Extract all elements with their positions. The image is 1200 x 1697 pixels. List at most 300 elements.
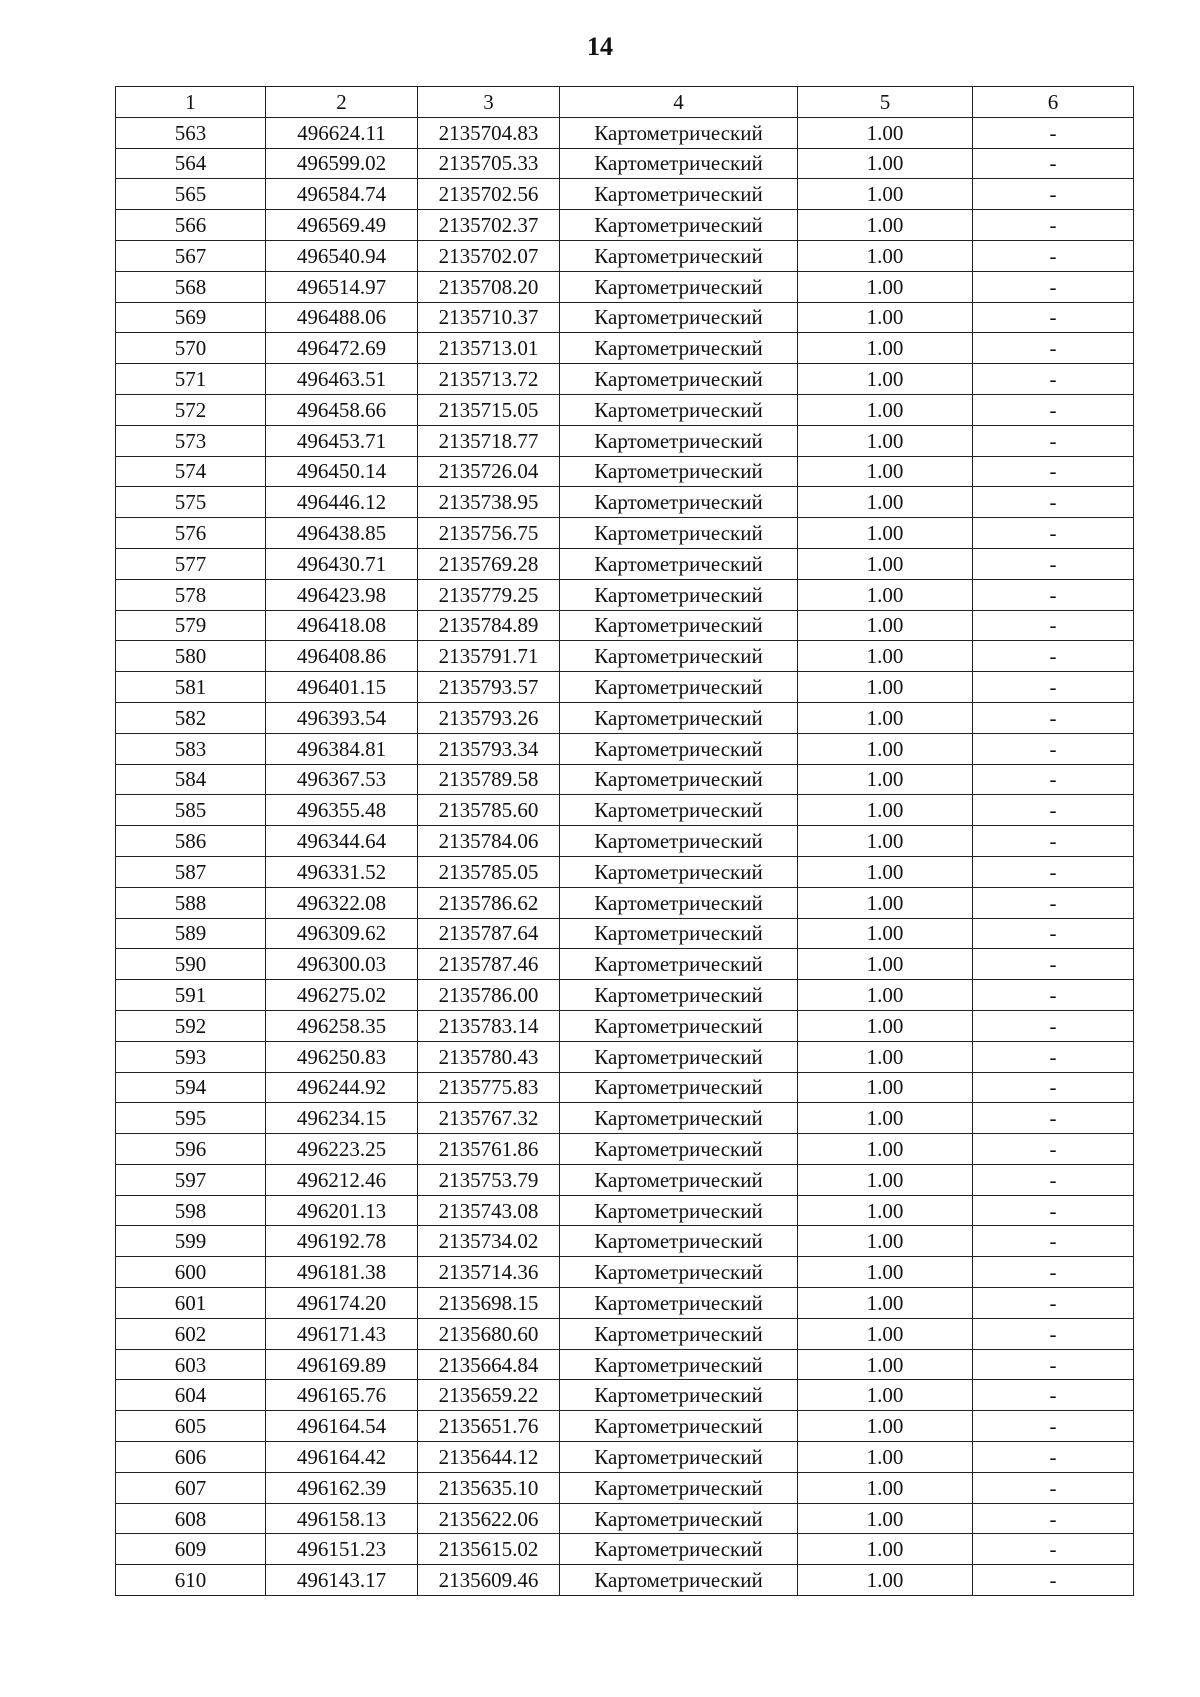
x-coordinate-cell: 496309.62 — [266, 918, 418, 949]
table-row — [116, 333, 1134, 364]
method-cell: Картометрический — [560, 302, 798, 333]
table-row — [116, 1010, 1134, 1041]
method-cell: Картометрический — [560, 1565, 798, 1596]
description-cell: - — [973, 179, 1134, 210]
description-cell: - — [973, 795, 1134, 826]
x-coordinate-cell: 496423.98 — [266, 579, 418, 610]
y-coordinate-cell: 2135702.07 — [418, 240, 560, 271]
description-cell: - — [973, 918, 1134, 949]
description-cell: - — [973, 548, 1134, 579]
method-cell: Картометрический — [560, 179, 798, 210]
table-row — [116, 1565, 1134, 1596]
point-number-cell: 598 — [116, 1195, 266, 1226]
description-cell: - — [973, 1041, 1134, 1072]
accuracy-cell: 1.00 — [798, 487, 973, 518]
y-coordinate-cell: 2135786.00 — [418, 980, 560, 1011]
point-number-cell: 602 — [116, 1318, 266, 1349]
description-cell: - — [973, 887, 1134, 918]
point-number-cell: 594 — [116, 1072, 266, 1103]
method-cell: Картометрический — [560, 1503, 798, 1534]
table-row — [116, 1164, 1134, 1195]
table-row — [116, 887, 1134, 918]
x-coordinate-cell: 496458.66 — [266, 394, 418, 425]
method-cell: Картометрический — [560, 1072, 798, 1103]
x-coordinate-cell: 496192.78 — [266, 1226, 418, 1257]
point-number-cell: 590 — [116, 949, 266, 980]
point-number-cell: 597 — [116, 1164, 266, 1195]
table-row — [116, 394, 1134, 425]
method-cell: Картометрический — [560, 856, 798, 887]
method-cell: Картометрический — [560, 364, 798, 395]
y-coordinate-cell: 2135702.56 — [418, 179, 560, 210]
method-cell: Картометрический — [560, 271, 798, 302]
point-number-cell: 584 — [116, 764, 266, 795]
column-header-5: 5 — [798, 87, 973, 118]
point-number-cell: 592 — [116, 1010, 266, 1041]
description-cell: - — [973, 1288, 1134, 1319]
table-row — [116, 1411, 1134, 1442]
y-coordinate-cell: 2135705.33 — [418, 148, 560, 179]
method-cell: Картометрический — [560, 1442, 798, 1473]
method-cell: Картометрический — [560, 1318, 798, 1349]
y-coordinate-cell: 2135708.20 — [418, 271, 560, 302]
method-cell: Картометрический — [560, 1288, 798, 1319]
description-cell: - — [973, 1380, 1134, 1411]
accuracy-cell: 1.00 — [798, 887, 973, 918]
method-cell: Картометрический — [560, 1103, 798, 1134]
method-cell: Картометрический — [560, 210, 798, 241]
method-cell: Картометрический — [560, 1380, 798, 1411]
accuracy-cell: 1.00 — [798, 1195, 973, 1226]
accuracy-cell: 1.00 — [798, 1103, 973, 1134]
method-cell: Картометрический — [560, 425, 798, 456]
table-row — [116, 548, 1134, 579]
point-number-cell: 603 — [116, 1349, 266, 1380]
accuracy-cell: 1.00 — [798, 1134, 973, 1165]
accuracy-cell: 1.00 — [798, 702, 973, 733]
accuracy-cell: 1.00 — [798, 518, 973, 549]
method-cell: Картометрический — [560, 641, 798, 672]
table-row — [116, 733, 1134, 764]
point-number-cell: 609 — [116, 1534, 266, 1565]
y-coordinate-cell: 2135714.36 — [418, 1257, 560, 1288]
column-header-2: 2 — [266, 87, 418, 118]
table-row — [116, 1134, 1134, 1165]
y-coordinate-cell: 2135785.60 — [418, 795, 560, 826]
point-number-cell: 589 — [116, 918, 266, 949]
table-row — [116, 425, 1134, 456]
page-number: 14 — [587, 32, 613, 61]
y-coordinate-cell: 2135779.25 — [418, 579, 560, 610]
method-cell: Картометрический — [560, 1226, 798, 1257]
accuracy-cell: 1.00 — [798, 179, 973, 210]
method-cell: Картометрический — [560, 1257, 798, 1288]
x-coordinate-cell: 496430.71 — [266, 548, 418, 579]
table-row — [116, 1195, 1134, 1226]
description-cell: - — [973, 425, 1134, 456]
description-cell: - — [973, 579, 1134, 610]
accuracy-cell: 1.00 — [798, 117, 973, 148]
point-number-cell: 567 — [116, 240, 266, 271]
x-coordinate-cell: 496344.64 — [266, 826, 418, 857]
x-coordinate-cell: 496234.15 — [266, 1103, 418, 1134]
table-row — [116, 240, 1134, 271]
table-row — [116, 826, 1134, 857]
description-cell: - — [973, 1503, 1134, 1534]
table-row — [116, 1503, 1134, 1534]
table-row — [116, 1103, 1134, 1134]
table-row — [116, 179, 1134, 210]
accuracy-cell: 1.00 — [798, 1288, 973, 1319]
accuracy-cell: 1.00 — [798, 579, 973, 610]
x-coordinate-cell: 496143.17 — [266, 1565, 418, 1596]
x-coordinate-cell: 496158.13 — [266, 1503, 418, 1534]
method-cell: Картометрический — [560, 487, 798, 518]
table-row — [116, 1380, 1134, 1411]
y-coordinate-cell: 2135704.83 — [418, 117, 560, 148]
x-coordinate-cell: 496569.49 — [266, 210, 418, 241]
method-cell: Картометрический — [560, 980, 798, 1011]
table-row — [116, 456, 1134, 487]
method-cell: Картометрический — [560, 1534, 798, 1565]
description-cell: - — [973, 1257, 1134, 1288]
table-row — [116, 795, 1134, 826]
description-cell: - — [973, 610, 1134, 641]
point-number-cell: 599 — [116, 1226, 266, 1257]
table-row — [116, 210, 1134, 241]
x-coordinate-cell: 496223.25 — [266, 1134, 418, 1165]
point-number-cell: 579 — [116, 610, 266, 641]
x-coordinate-cell: 496171.43 — [266, 1318, 418, 1349]
accuracy-cell: 1.00 — [798, 672, 973, 703]
description-cell: - — [973, 949, 1134, 980]
description-cell: - — [973, 641, 1134, 672]
method-cell: Картометрический — [560, 733, 798, 764]
y-coordinate-cell: 2135793.26 — [418, 702, 560, 733]
table-row — [116, 364, 1134, 395]
x-coordinate-cell: 496514.97 — [266, 271, 418, 302]
description-cell: - — [973, 148, 1134, 179]
description-cell: - — [973, 1134, 1134, 1165]
method-cell: Картометрический — [560, 394, 798, 425]
point-number-cell: 570 — [116, 333, 266, 364]
method-cell: Картометрический — [560, 918, 798, 949]
table-row — [116, 1472, 1134, 1503]
point-number-cell: 580 — [116, 641, 266, 672]
y-coordinate-cell: 2135767.32 — [418, 1103, 560, 1134]
y-coordinate-cell: 2135793.57 — [418, 672, 560, 703]
table-row — [116, 1226, 1134, 1257]
accuracy-cell: 1.00 — [798, 826, 973, 857]
accuracy-cell: 1.00 — [798, 949, 973, 980]
column-header-3: 3 — [418, 87, 560, 118]
point-number-cell: 577 — [116, 548, 266, 579]
method-cell: Картометрический — [560, 548, 798, 579]
table-row — [116, 148, 1134, 179]
point-number-cell: 576 — [116, 518, 266, 549]
x-coordinate-cell: 496624.11 — [266, 117, 418, 148]
accuracy-cell: 1.00 — [798, 364, 973, 395]
y-coordinate-cell: 2135615.02 — [418, 1534, 560, 1565]
x-coordinate-cell: 496367.53 — [266, 764, 418, 795]
description-cell: - — [973, 1565, 1134, 1596]
point-number-cell: 606 — [116, 1442, 266, 1473]
y-coordinate-cell: 2135756.75 — [418, 518, 560, 549]
table-row — [116, 518, 1134, 549]
table-row — [116, 1288, 1134, 1319]
accuracy-cell: 1.00 — [798, 1565, 973, 1596]
point-number-cell: 607 — [116, 1472, 266, 1503]
method-cell: Картометрический — [560, 240, 798, 271]
y-coordinate-cell: 2135780.43 — [418, 1041, 560, 1072]
description-cell: - — [973, 1472, 1134, 1503]
accuracy-cell: 1.00 — [798, 918, 973, 949]
y-coordinate-cell: 2135784.06 — [418, 826, 560, 857]
y-coordinate-cell: 2135769.28 — [418, 548, 560, 579]
description-cell: - — [973, 826, 1134, 857]
table-row — [116, 980, 1134, 1011]
description-cell: - — [973, 1534, 1134, 1565]
table-row — [116, 641, 1134, 672]
method-cell: Картометрический — [560, 456, 798, 487]
method-cell: Картометрический — [560, 1349, 798, 1380]
table-row — [116, 1534, 1134, 1565]
y-coordinate-cell: 2135786.62 — [418, 887, 560, 918]
x-coordinate-cell: 496384.81 — [266, 733, 418, 764]
description-cell: - — [973, 1349, 1134, 1380]
accuracy-cell: 1.00 — [798, 394, 973, 425]
table-row — [116, 487, 1134, 518]
x-coordinate-cell: 496164.54 — [266, 1411, 418, 1442]
description-cell: - — [973, 672, 1134, 703]
description-cell: - — [973, 980, 1134, 1011]
x-coordinate-cell: 496401.15 — [266, 672, 418, 703]
point-number-cell: 564 — [116, 148, 266, 179]
x-coordinate-cell: 496540.94 — [266, 240, 418, 271]
y-coordinate-cell: 2135743.08 — [418, 1195, 560, 1226]
y-coordinate-cell: 2135651.76 — [418, 1411, 560, 1442]
description-cell: - — [973, 394, 1134, 425]
description-cell: - — [973, 733, 1134, 764]
table-row — [116, 1257, 1134, 1288]
accuracy-cell: 1.00 — [798, 610, 973, 641]
y-coordinate-cell: 2135715.05 — [418, 394, 560, 425]
accuracy-cell: 1.00 — [798, 764, 973, 795]
accuracy-cell: 1.00 — [798, 1472, 973, 1503]
description-cell: - — [973, 210, 1134, 241]
point-number-cell: 610 — [116, 1565, 266, 1596]
x-coordinate-cell: 496450.14 — [266, 456, 418, 487]
description-cell: - — [973, 487, 1134, 518]
method-cell: Картометрический — [560, 1134, 798, 1165]
method-cell: Картометрический — [560, 672, 798, 703]
y-coordinate-cell: 2135713.72 — [418, 364, 560, 395]
point-number-cell: 608 — [116, 1503, 266, 1534]
method-cell: Картометрический — [560, 117, 798, 148]
accuracy-cell: 1.00 — [798, 1503, 973, 1534]
table-row — [116, 918, 1134, 949]
table-row — [116, 1072, 1134, 1103]
point-number-cell: 585 — [116, 795, 266, 826]
accuracy-cell: 1.00 — [798, 980, 973, 1011]
description-cell: - — [973, 1103, 1134, 1134]
x-coordinate-cell: 496322.08 — [266, 887, 418, 918]
accuracy-cell: 1.00 — [798, 1318, 973, 1349]
point-number-cell: 582 — [116, 702, 266, 733]
point-number-cell: 604 — [116, 1380, 266, 1411]
y-coordinate-cell: 2135753.79 — [418, 1164, 560, 1195]
x-coordinate-cell: 496151.23 — [266, 1534, 418, 1565]
description-cell: - — [973, 271, 1134, 302]
point-number-cell: 593 — [116, 1041, 266, 1072]
accuracy-cell: 1.00 — [798, 240, 973, 271]
point-number-cell: 581 — [116, 672, 266, 703]
y-coordinate-cell: 2135664.84 — [418, 1349, 560, 1380]
point-number-cell: 569 — [116, 302, 266, 333]
accuracy-cell: 1.00 — [798, 795, 973, 826]
description-cell: - — [973, 1164, 1134, 1195]
x-coordinate-cell: 496453.71 — [266, 425, 418, 456]
table-row — [116, 1442, 1134, 1473]
point-number-cell: 596 — [116, 1134, 266, 1165]
point-number-cell: 605 — [116, 1411, 266, 1442]
description-cell: - — [973, 1442, 1134, 1473]
description-cell: - — [973, 456, 1134, 487]
x-coordinate-cell: 496393.54 — [266, 702, 418, 733]
x-coordinate-cell: 496584.74 — [266, 179, 418, 210]
table-row — [116, 1349, 1134, 1380]
table-row — [116, 1318, 1134, 1349]
description-cell: - — [973, 240, 1134, 271]
method-cell: Картометрический — [560, 518, 798, 549]
y-coordinate-cell: 2135713.01 — [418, 333, 560, 364]
accuracy-cell: 1.00 — [798, 641, 973, 672]
x-coordinate-cell: 496162.39 — [266, 1472, 418, 1503]
method-cell: Картометрический — [560, 764, 798, 795]
description-cell: - — [973, 302, 1134, 333]
accuracy-cell: 1.00 — [798, 271, 973, 302]
y-coordinate-cell: 2135702.37 — [418, 210, 560, 241]
description-cell: - — [973, 364, 1134, 395]
y-coordinate-cell: 2135793.34 — [418, 733, 560, 764]
description-cell: - — [973, 1010, 1134, 1041]
y-coordinate-cell: 2135738.95 — [418, 487, 560, 518]
table-row — [116, 302, 1134, 333]
table-header — [116, 87, 1134, 118]
point-number-cell: 601 — [116, 1288, 266, 1319]
y-coordinate-cell: 2135783.14 — [418, 1010, 560, 1041]
x-coordinate-cell: 496165.76 — [266, 1380, 418, 1411]
accuracy-cell: 1.00 — [798, 1257, 973, 1288]
y-coordinate-cell: 2135734.02 — [418, 1226, 560, 1257]
column-header-4: 4 — [560, 87, 798, 118]
method-cell: Картометрический — [560, 1411, 798, 1442]
point-number-cell: 568 — [116, 271, 266, 302]
column-header-1: 1 — [116, 87, 266, 118]
coordinates-table — [115, 86, 1134, 1596]
x-coordinate-cell: 496169.89 — [266, 1349, 418, 1380]
y-coordinate-cell: 2135791.71 — [418, 641, 560, 672]
point-number-cell: 587 — [116, 856, 266, 887]
accuracy-cell: 1.00 — [798, 548, 973, 579]
method-cell: Картометрический — [560, 1010, 798, 1041]
description-cell: - — [973, 117, 1134, 148]
y-coordinate-cell: 2135698.15 — [418, 1288, 560, 1319]
method-cell: Картометрический — [560, 610, 798, 641]
point-number-cell: 566 — [116, 210, 266, 241]
y-coordinate-cell: 2135785.05 — [418, 856, 560, 887]
y-coordinate-cell: 2135726.04 — [418, 456, 560, 487]
x-coordinate-cell: 496599.02 — [266, 148, 418, 179]
y-coordinate-cell: 2135775.83 — [418, 1072, 560, 1103]
accuracy-cell: 1.00 — [798, 1164, 973, 1195]
accuracy-cell: 1.00 — [798, 425, 973, 456]
description-cell: - — [973, 1072, 1134, 1103]
point-number-cell: 595 — [116, 1103, 266, 1134]
table-row — [116, 610, 1134, 641]
y-coordinate-cell: 2135659.22 — [418, 1380, 560, 1411]
x-coordinate-cell: 496408.86 — [266, 641, 418, 672]
x-coordinate-cell: 496250.83 — [266, 1041, 418, 1072]
table-row — [116, 271, 1134, 302]
table-row — [116, 117, 1134, 148]
point-number-cell: 586 — [116, 826, 266, 857]
table-body — [116, 117, 1134, 1595]
point-number-cell: 583 — [116, 733, 266, 764]
point-number-cell: 591 — [116, 980, 266, 1011]
point-number-cell: 565 — [116, 179, 266, 210]
accuracy-cell: 1.00 — [798, 1442, 973, 1473]
accuracy-cell: 1.00 — [798, 1072, 973, 1103]
y-coordinate-cell: 2135710.37 — [418, 302, 560, 333]
x-coordinate-cell: 496355.48 — [266, 795, 418, 826]
description-cell: - — [973, 856, 1134, 887]
accuracy-cell: 1.00 — [798, 1010, 973, 1041]
x-coordinate-cell: 496174.20 — [266, 1288, 418, 1319]
description-cell: - — [973, 518, 1134, 549]
accuracy-cell: 1.00 — [798, 1380, 973, 1411]
accuracy-cell: 1.00 — [798, 1041, 973, 1072]
point-number-cell: 578 — [116, 579, 266, 610]
x-coordinate-cell: 496201.13 — [266, 1195, 418, 1226]
accuracy-cell: 1.00 — [798, 1411, 973, 1442]
x-coordinate-cell: 496244.92 — [266, 1072, 418, 1103]
accuracy-cell: 1.00 — [798, 856, 973, 887]
y-coordinate-cell: 2135622.06 — [418, 1503, 560, 1534]
x-coordinate-cell: 496438.85 — [266, 518, 418, 549]
table-row — [116, 949, 1134, 980]
y-coordinate-cell: 2135784.89 — [418, 610, 560, 641]
x-coordinate-cell: 496164.42 — [266, 1442, 418, 1473]
method-cell: Картометрический — [560, 579, 798, 610]
x-coordinate-cell: 496212.46 — [266, 1164, 418, 1195]
point-number-cell: 575 — [116, 487, 266, 518]
table-row — [116, 1041, 1134, 1072]
y-coordinate-cell: 2135644.12 — [418, 1442, 560, 1473]
x-coordinate-cell: 496418.08 — [266, 610, 418, 641]
y-coordinate-cell: 2135787.64 — [418, 918, 560, 949]
method-cell: Картометрический — [560, 148, 798, 179]
table-row — [116, 856, 1134, 887]
method-cell: Картометрический — [560, 702, 798, 733]
accuracy-cell: 1.00 — [798, 210, 973, 241]
y-coordinate-cell: 2135789.58 — [418, 764, 560, 795]
x-coordinate-cell: 496300.03 — [266, 949, 418, 980]
y-coordinate-cell: 2135787.46 — [418, 949, 560, 980]
description-cell: - — [973, 1195, 1134, 1226]
y-coordinate-cell: 2135609.46 — [418, 1565, 560, 1596]
x-coordinate-cell: 496446.12 — [266, 487, 418, 518]
